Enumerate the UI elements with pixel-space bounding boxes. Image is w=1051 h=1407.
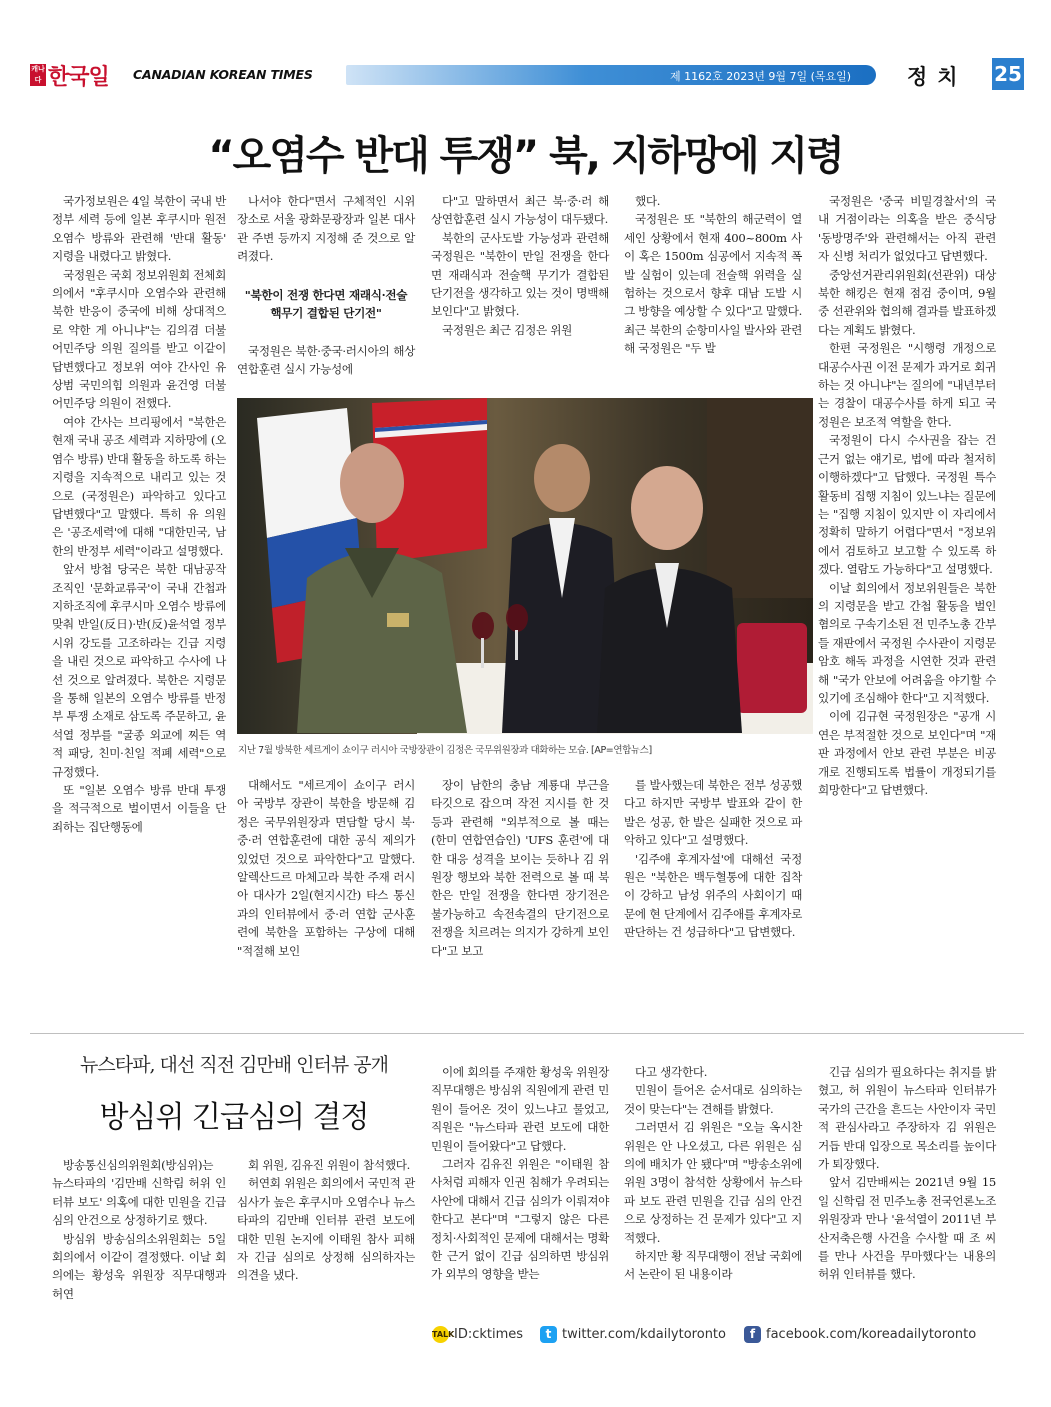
- paragraph: 회 위원, 김유진 위원이 참석했다.: [248, 1158, 411, 1172]
- photo-illustration: [237, 398, 813, 734]
- paragraph: 나서야 한다"면서 구체적인 시위 장소로 서울 광화문광장과 일본 대사관 주변 등까지 지정해 준 것으로 알려졌다.: [237, 194, 415, 264]
- article2-subheadline: 뉴스타파, 대선 직전 김만배 인터뷰 공개: [80, 1054, 388, 1076]
- article2-column-1: [52, 1156, 226, 1303]
- article1-column-2-top: [237, 192, 415, 378]
- article2-column-2: [237, 1156, 415, 1285]
- article2-headline: 방심위 긴급심의 결정: [99, 1100, 369, 1135]
- facebook-handle: facebook.com/koreadailytoronto: [766, 1327, 977, 1342]
- paragraph: 하지만 황 직무대행이 전날 국회에서 논란이 된 내용이라: [624, 1249, 802, 1282]
- paragraph: 를 발사했는데 북한은 전부 성공했다고 하지만 국방부 발표와 같이 한 발은 성공, 한 발은 실패한 것으로 파악하고 있다"고 설명했다.: [624, 778, 802, 848]
- kakao-id: ID:cktimes: [454, 1327, 524, 1342]
- paragraph: 국정원은 '중국 비밀경찰서'의 국내 거점이라는 의혹을 받은 중식당 '동방명주'와 관련해서는 아직 관련자 신병 처리가 없었다고 답변했다.: [818, 194, 996, 264]
- paragraph: 그러자 김유진 위원은 "이태원 참사처럼 피해자 인권 침해가 우려되는 사안에 대해서 긴급 심의가 이뤄져야 한다고 본다"며 "그렇지 않은 다른 정치·사회적인 문제에 대해서는 명확한 근거 없이 긴급 심의하면 방심위가 외부의 영향을 받는: [431, 1157, 609, 1282]
- article1-column-2-bottom: [237, 776, 415, 960]
- photo-caption: 지난 7월 방북한 세르게이 쇼이구 러시아 국방장관이 김정은 국무위원장과 대화하는 모습. [AP=연합뉴스]: [238, 745, 652, 756]
- issue-date: 제 1162호 2023년 9월 7일 (목요일): [670, 70, 852, 83]
- paragraph: '김주애 후계자설'에 대해선 국정원은 "북한은 백두혈통에 대한 집착이 강하고 남성 위주의 사회이기 때문에 현 단계에서 김주애를 후계자로 판단하는 건 성급하다"고 답변했다.: [624, 851, 802, 940]
- paragraph: 국정원이 다시 수사권을 잡는 건 근거 없는 얘기로, 법에 따라 철저히 이행하겠다"고 답했다. 국정원 특수활동비 집행 지침이 있느냐는 질문에는 "집행 지침이 있지만 이 자리에서 정확히 말하기 어렵다"면서 "정보위에서 검토하고 보고할 수 있도록 하겠다. 열람도 가능하다"고 설명했다.: [818, 433, 996, 577]
- paragraph: 대해서도 "세르게이 쇼이구 러시아 국방부 장관이 북한을 방문해 김정은 국무위원장과 면담할 당시 북·중·러 연합훈련에 대한 공식 제의가 있었던 것으로 파악한다"고 말했다. 알렉산드르 마체고라 북한 주재 러시아 대사가 2일(현지시간) 타스 통신과의 인터뷰에서 중·러 연합 군사훈련에 북한을 포함하는 구상에 대해 "적절해 보인: [237, 778, 415, 958]
- paragraph: 여야 간사는 브리핑에서 "북한은 현재 국내 공조 세력과 지하망에 (오염수 방류) 반대 활동을 하도록 하는 지령을 지속적으로 내리고 있는 것으로 (국정원은) 파악하고 있다고 답변했다"고 말했다. 특히 유 의원은 '공조세력'에 대해 "대한민국, 남한의 반정부 세력"이라고 설명했다.: [52, 414, 226, 558]
- paragraph: 앞서 방첩 당국은 북한 대남공작 조직인 '문화교류국'이 국내 간첩과 지하조직에 후쿠시마 오염수 방류에 맞춰 반일(反日)·반(反)윤석열 정부 시위 강도를 고조하라는 긴급 지령을 내린 것으로 파악하고 수사에 나선 것으로 알려졌다. 북한은 지령문을 통해 일본의 오염수 방류를 반정부 투쟁 소재로 삼도록 주문하고, 윤석열 정부를 "굴종 외교에 찌든 역적 패당, 친미·친일 적폐 세력"으로 규정했다.: [52, 562, 226, 779]
- paragraph: 한편 국정원은 "시행령 개정으로 대공수사권 이전 문제가 과거로 회귀하는 것 아니냐"는 질의에 "내년부터는 경찰이 대공수사를 하게 되고 국정원은 보조적 역할을 한다.: [818, 341, 996, 429]
- paragraph: 다"고 말하면서 최근 북·중·러 해상연합훈련 실시 가능성이 대두됐다.: [431, 194, 609, 227]
- article2-column-4: [624, 1063, 802, 1284]
- paragraph: 방심위 방송심의소위원회는 5일 회의에서 이같이 결정했다. 이날 회의에는 황성욱 위원장 직무대행과 허연: [52, 1231, 226, 1301]
- masthead: [30, 58, 1024, 92]
- twitter-icon: t: [540, 1326, 557, 1343]
- paragraph: 또 "일본 오염수 방류 반대 투쟁을 적극적으로 벌이면서 이들을 단죄하는 집단행동에: [52, 783, 226, 834]
- logo-text: 한국일: [48, 64, 109, 90]
- section-label: 정치: [907, 65, 968, 89]
- paragraph: 국정원은 북한·중국·러시아의 해상연합훈련 실시 가능성에: [237, 343, 415, 377]
- paragraph: 북한의 군사도발 가능성과 관련해 국정원은 "북한이 만일 전쟁을 한다면 재래식과 전술핵 무기가 결합된 단기전을 생각하고 있는 것이 명백해 보인다"고 밝혔다.: [431, 230, 609, 319]
- facebook-icon: f: [744, 1326, 761, 1343]
- paragraph: 이에 김규현 국정원장은 "공개 시연은 부적절한 것으로 보인다"며 "재판 과정에서 안보 관련 부분은 비공개로 진행되도록 법률이 개정되기를 희망한다"고 답변했다.: [818, 709, 996, 797]
- footer-facebook[interactable]: [744, 1326, 976, 1343]
- article1-column-3-top: [431, 192, 609, 339]
- paragraph: 국가정보원은 4일 북한이 국내 반정부 세력 등에 일본 후쿠시마 원전 오염수 방류와 관련해 '반대 활동' 지령을 내렸다고 밝혔다.: [52, 194, 226, 264]
- article2-column-3: [431, 1063, 609, 1284]
- paragraph: 장이 남한의 충남 계룡대 부근을 타깃으로 잡으며 작전 지시를 한 것 등과 관련해 "외부적으로 볼 때는 (한미 연합연습인) 'UFS 훈련'에 대한 대응 성격을 보이는 듯하나 김 위원장 행보와 북한 전력으로 볼 때 북한은 만일 전쟁을 한다면 장기전은 불가능하고 속전속결의 단기전으로 전쟁을 치르려는 의지가 강하게 보인다"고 보고: [431, 778, 609, 958]
- paragraph: 허연회 위원은 회의에서 국민적 관심사가 높은 후쿠시마 오염수나 뉴스타파의 김만배 인터뷰 관련 보도에 대한 민원 논지에 이태원 참사 피해자 긴급 심의로 상정해 심의하자는 의견을 냈다.: [237, 1176, 415, 1283]
- news-photo: [237, 398, 813, 734]
- paragraph: 민원이 들어온 순서대로 심의하는 것이 맞는다"는 견해를 밝혔다.: [624, 1083, 802, 1116]
- twitter-handle: twitter.com/kdailytoronto: [562, 1327, 726, 1342]
- newspaper-logo: [30, 62, 109, 88]
- article1-subhead: "북한이 전쟁 한다면 재래식·전술핵무기 결합된 단기전": [244, 287, 408, 320]
- paragraph: 긴급 심의가 필요하다는 취지를 밝혔고, 허 위원이 뉴스타파 인터뷰가 국가의 근간을 흔드는 사안이자 국민적 관심사라고 주장하자 김 위원은 거듭 반대 입장으로 목소리를 높이다가 퇴장했다.: [818, 1065, 996, 1172]
- footer-twitter[interactable]: [540, 1326, 726, 1343]
- article1-column-1: [52, 192, 226, 836]
- paragraph: 국정원은 국회 정보위원회 전체회의에서 "후쿠시마 오염수와 관련해 북한 반응이 중국에 비해 상대적으로 약한 게 아니냐"는 김의겸 더불어민주당 의원 질의를 받고 이같이 답변했다고 정보위 여야 간사인 유상범 국민의힘 의원과 윤건영 더불어민주당 의원이 전했다.: [52, 267, 226, 411]
- paragraph: 국정원은 또 "북한의 해군력이 열세인 상황에서 현재 400~800m 사이 혹은 1500m 심공에서 지속적 폭발 실험이 있는데 전술핵 위력을 실험하는 것으로서 향후 대남 도발 시 그 방향을 예상할 수 있다"고 말했다. 최근 북한의 순항미사일 발사와 관련해 국정원은 "두 발: [624, 212, 802, 356]
- article1-column-4-bottom: [624, 776, 802, 942]
- paragraph: 다고 생각한다.: [635, 1065, 708, 1079]
- paragraph: 그러면서 김 위원은 "오늘 옥시찬 위원은 안 나오셨고, 다른 위원은 심의에 배치가 안 됐다"며 "방송소위에 위원 3명이 참석한 상황에서 뉴스타파 보도 관련 민원을 긴급 심의 안건으로 상정하는 건 문제가 있다"고 지적했다.: [624, 1120, 802, 1245]
- paragraph: 이에 회의를 주재한 황성욱 위원장 직무대행은 방심위 직원에게 관련 민원이 들어온 것이 있느냐고 물었고, 직원은 "뉴스타파 관련 보도에 대한 민원이 들어왔다"고 답했다.: [431, 1065, 609, 1153]
- paragraph: 했다.: [635, 194, 661, 208]
- paragraph: 방송통신심의위원회(방심위)는 뉴스타파의 '김만배 신학림 허위 인터뷰 보도' 의혹에 대한 민원을 긴급 심의 안건으로 상정하기로 했다.: [52, 1158, 226, 1228]
- main-headline: “오염수 반대 투쟁” 북, 지하망에 지령: [208, 133, 843, 179]
- page-number: 25: [992, 58, 1024, 90]
- article2-column-5: [818, 1063, 996, 1284]
- paragraph: 앞서 김만배씨는 2021년 9월 15일 신학림 전 민주노총 전국언론노조 위원장과 만나 '윤석열이 2011년 부산저축은행 사건을 수사할 때 조 씨를 만나 사건을 무마했다'는 내용의 허위 인터뷰를 했다.: [818, 1175, 996, 1282]
- article1-column-4-top: [624, 192, 802, 358]
- article-divider: [30, 1033, 1024, 1034]
- kakaotalk-icon: TALK: [432, 1326, 449, 1343]
- publication-name: CANADIAN KOREAN TIMES: [133, 67, 313, 82]
- paragraph: 이날 회의에서 정보위원들은 북한의 지령문을 받고 간첩 활동을 벌인 혐의로 구속기소된 전 민주노총 간부들 재판에서 국정원 수사관이 지령문 암호 해독 과정을 시연한 것과 관련해 "국가 안보에 어려움을 야기할 수 있기에 조심해야 한다"고 지적했다.: [818, 580, 996, 705]
- article1-column-3-bottom: [431, 776, 609, 960]
- logo-badge: 캐나다: [31, 65, 45, 84]
- footer-kakao[interactable]: [432, 1326, 523, 1343]
- paragraph: 중앙선거관리위원회(선관위) 대상 북한 해킹은 현재 점검 중이며, 9월 중 선관위와 협의해 결과를 발표하겠다는 계획도 밝혔다.: [818, 267, 996, 337]
- paragraph: 국정원은 최근 김정은 위원: [442, 322, 573, 337]
- article1-column-5: [818, 192, 996, 799]
